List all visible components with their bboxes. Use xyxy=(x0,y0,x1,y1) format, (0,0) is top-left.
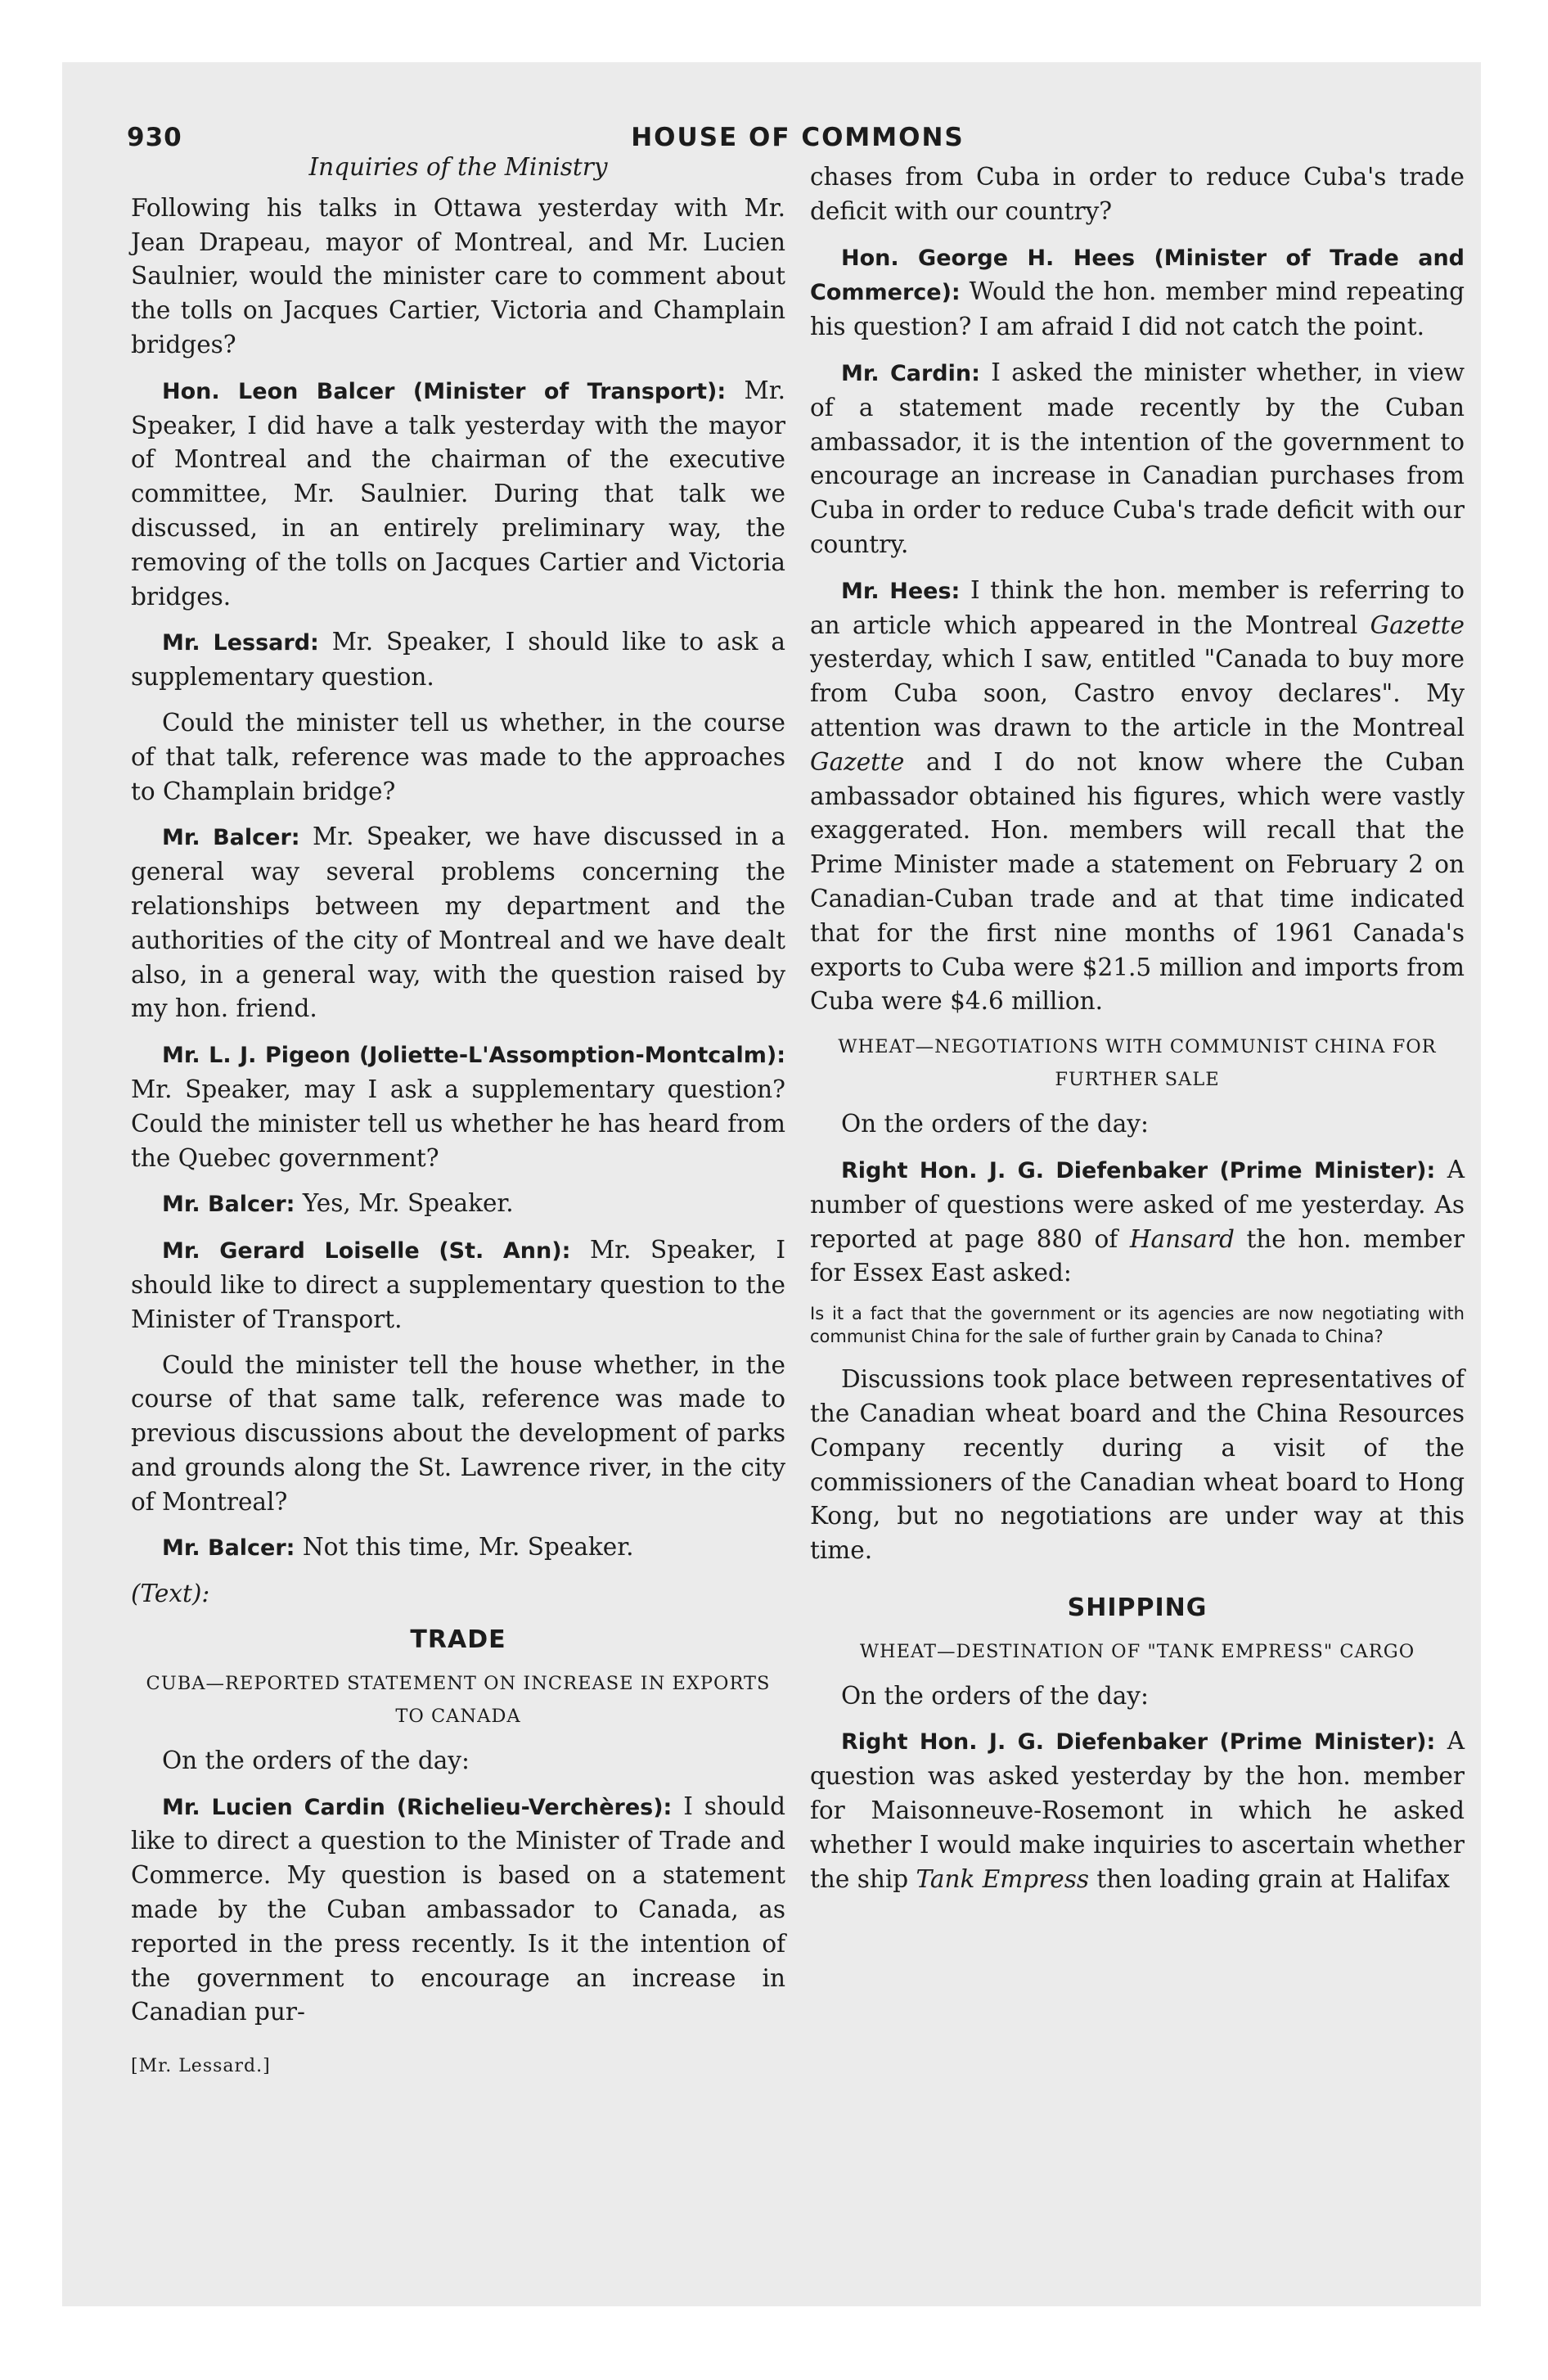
paragraph: Mr. Cardin: I asked the minister whether, in view of a statement made recently by the Cuban ambassador, it is the intention of the government to encourage an increase in Canadian purchases from Cuba in order to reduce Cuba's trade deficit with our country. xyxy=(810,358,1465,558)
paragraph: Mr. Balcer: Mr. Speaker, we have discussed in a general way several problems concerning the relationships between my department and the authorities of the city of Montreal and we have dealt also, in a general way, with the question raised by my hon. friend. xyxy=(131,823,785,1023)
speaker: Mr. Lucien Cardin (Richelieu-Verchères): xyxy=(162,1794,673,1820)
paragraph: chases from Cuba in order to reduce Cuba's trade deficit with our country? xyxy=(810,163,1465,225)
speaker: Mr. Lessard: xyxy=(162,630,319,656)
subsection-heading-cuba: CUBA—REPORTED STATEMENT ON INCREASE IN EXPORTS TO CANADA xyxy=(146,1672,771,1727)
text-label: (Text): xyxy=(131,1580,210,1608)
page-subheading: Inquiries of the Ministry xyxy=(308,153,608,181)
paragraph: Mr. Lucien Cardin (Richelieu-Verchères): I should like to direct a question to the Minister of Trade and Commerce. My question is based on a statement made by the Cuban ambassador to Canada, as reported in the press recently. Is it the intention of the government to encourage an increase in Canadian pur- xyxy=(131,1792,785,2026)
paragraph: Mr. Balcer: Yes, Mr. Speaker. xyxy=(162,1189,514,1218)
speaker: Mr. Hees: xyxy=(841,578,961,604)
speaker: Mr. L. J. Pigeon (Joliette-L'Assomption-Montcalm): xyxy=(162,1043,785,1069)
page-number: 930 xyxy=(127,123,182,152)
paragraph: Mr. Balcer: Not this time, Mr. Speaker. xyxy=(162,1533,634,1562)
running-title: HOUSE OF COMMONS xyxy=(631,123,965,152)
paragraph: Hon. Leon Balcer (Minister of Transport): Mr. Speaker, I did have a talk yesterday with the mayor of Montreal and the chairman of the executive committee, Mr. Saulnier. During that talk we discussed, in an entirely preliminary way, the removing of the tolls on Jacques Cartier and Victoria bridges. xyxy=(131,376,785,611)
orders-of-the-day: On the orders of the day: xyxy=(162,1746,470,1774)
paragraph: Right Hon. J. G. Diefenbaker (Prime Minister): A number of questions were asked of me yesterday. As reported at page 880 of Hansard the hon. member for Essex East asked: xyxy=(810,1155,1465,1287)
section-heading-shipping: SHIPPING xyxy=(1067,1593,1208,1622)
speaker: Right Hon. J. G. Diefenbaker (Prime Minister): xyxy=(841,1729,1436,1756)
right-column xyxy=(810,160,1465,1908)
speaker: Mr. Balcer: xyxy=(162,825,300,851)
paragraph: Could the minister tell us whether, in the course of that talk, reference was made to the approaches to Champlain bridge? xyxy=(131,708,785,805)
subsection-heading-wheat-china: WHEAT—NEGOTIATIONS WITH COMMUNIST CHINA FOR FURTHER SALE xyxy=(838,1036,1437,1091)
paragraph: Following his talks in Ottawa yesterday with Mr. Jean Drapeau, mayor of Montreal, and Mr. Lucien Saulnier, would the minister care to comment about the tolls on Jacques Cartier, Victoria and Champlain bridges? xyxy=(131,193,785,358)
paragraph: Mr. L. J. Pigeon (Joliette-L'Assomption-Montcalm): Mr. Speaker, may I ask a supplementary question? Could the minister tell us whether he has heard from the Quebec government? xyxy=(131,1043,785,1172)
orders-of-the-day: On the orders of the day: xyxy=(841,1110,1149,1138)
speaker: Mr. Gerard Loiselle (St. Ann): xyxy=(162,1238,571,1264)
orders-of-the-day: On the orders of the day: xyxy=(841,1681,1149,1710)
paragraph: Right Hon. J. G. Diefenbaker (Prime Minister): A question was asked yesterday by the hon. member for Maisonneuve-Rosemont in which he asked whether I would make inquiries to ascertain whether the ship Tank Empress then loading grain at Halifax xyxy=(810,1727,1465,1893)
speaker: Right Hon. J. G. Diefenbaker (Prime Minister): xyxy=(841,1157,1436,1183)
speaker: Mr. Balcer: xyxy=(162,1192,295,1218)
speaker: Hon. Leon Balcer (Minister of Transport): xyxy=(162,378,727,404)
speaker: Mr. Balcer: xyxy=(162,1535,295,1562)
paragraph: Could the minister tell the house whether, in the course of that same talk, reference was made to previous discussions about the development of parks and grounds along the St. Lawrence river, in the city of Montreal? xyxy=(131,1350,785,1516)
subsection-heading-tank-empress: WHEAT—DESTINATION OF "TANK EMPRESS" CARGO xyxy=(859,1640,1415,1662)
paragraph: Mr. Gerard Loiselle (St. Ann): Mr. Speaker, I should like to direct a supplementary question to the Minister of Transport. xyxy=(131,1236,785,1333)
left-column xyxy=(131,153,785,2084)
speaker: Hon. George H. Hees (Minister of Trade and Commerce): xyxy=(810,245,1465,306)
paragraph: Mr. Hees: I think the hon. member is referring to an article which appeared in the Montreal Gazette yesterday, which I saw, entitled "Canada to buy more from Cuba soon, Castro envoy declares". My attention was drawn to the article in the Montreal Gazette and I do not know where the Cuban ambassador obtained his figures, which were vastly exaggerated. Hon. members will recall that the Prime Minister made a statement on February 2 on Canadian-Cuban trade and at that time indicated that for the first nine months of 1961 Canada's exports to Cuba were $21.5 million and imports from Cuba were $4.6 million. xyxy=(810,575,1465,1016)
paragraph: Discussions took place between representatives of the Canadian wheat board and the China Resources Company recently during a visit of the commissioners of the Canadian wheat board to Hong Kong, but no negotiations are under way at this time. xyxy=(810,1365,1465,1565)
speaker: Mr. Cardin: xyxy=(841,360,980,386)
paragraph: Hon. George H. Hees (Minister of Trade and Commerce): Would the hon. member mind repeating his question? I am afraid I did not catch the point. xyxy=(810,245,1465,341)
page-footer: [Mr. Lessard.] xyxy=(131,2056,271,2077)
quoted-question: Is it a fact that the government or its agencies are now negotiating with communist China for the sale of further grain by Canada to China? xyxy=(810,1304,1465,1347)
section-heading-trade: TRADE xyxy=(410,1625,506,1655)
paragraph: Mr. Lessard: Mr. Speaker, I should like to ask a supplementary question. xyxy=(131,628,785,692)
